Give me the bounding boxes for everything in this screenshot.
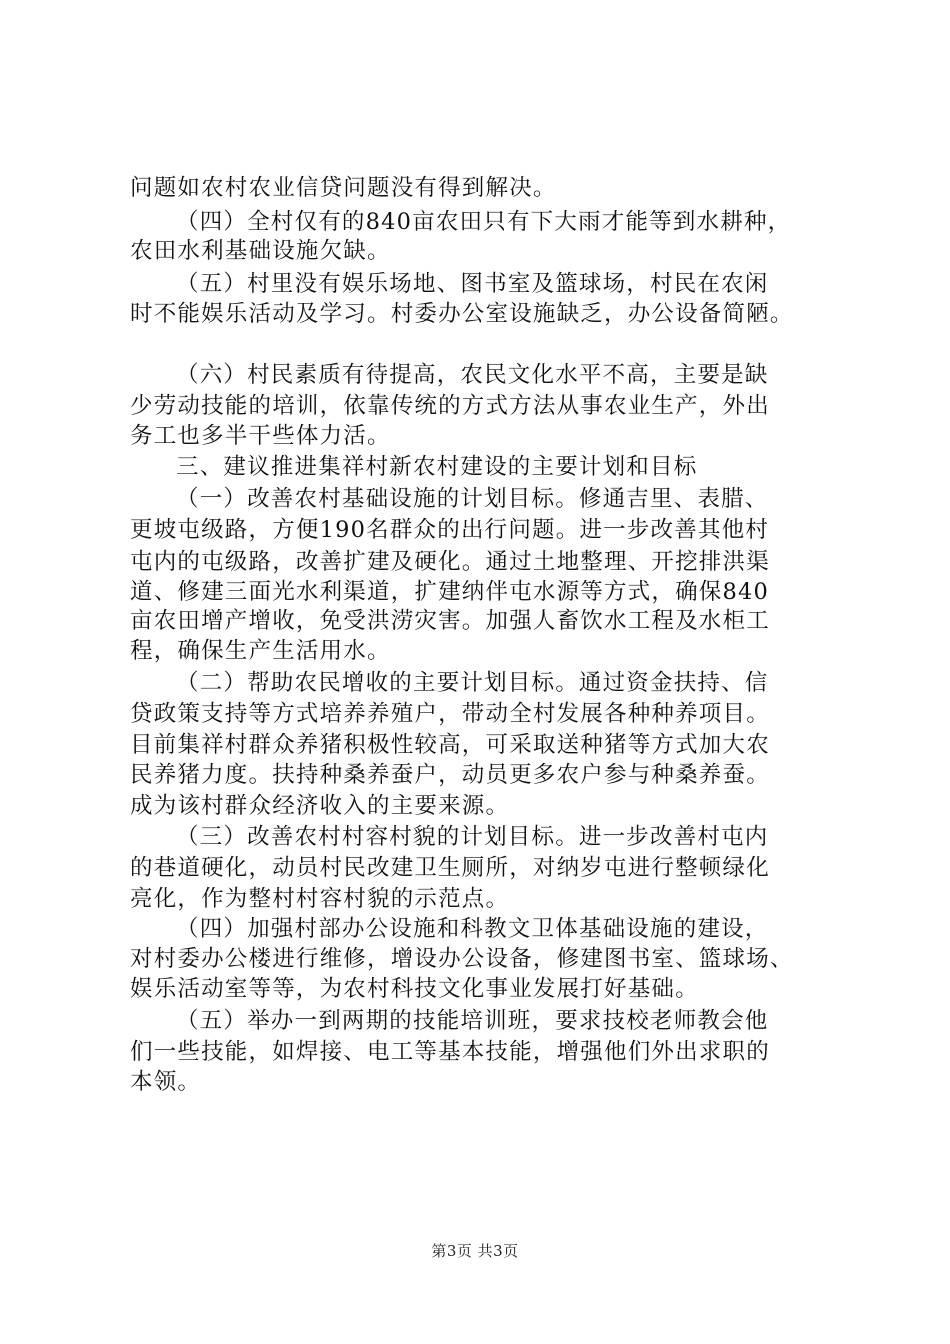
text-line: 娱乐活动室等等，为农村科技文化事业发展打好基础。 xyxy=(130,976,699,1002)
text-line: 程，确保生产生活用水。 xyxy=(130,638,391,664)
text-line: 的巷道硬化，动员村民改建卫生厕所，对纳岁屯进行整顿绿化 xyxy=(130,855,770,881)
text-line: （二）帮助农民增收的主要计划目标。通过资金扶持、信 xyxy=(176,670,769,696)
text-line: 屯内的屯级路，改善扩建及硬化。通过土地整理、开挖排洪渠 xyxy=(130,549,770,575)
text-line: 少劳动技能的培训，依靠传统的方式方法从事农业生产，外出 xyxy=(130,393,770,419)
text-line: 亮化，作为整村村容村貌的示范点。 xyxy=(130,886,510,912)
text-line: 更坡屯级路，方便190名群众的出行问题。进一步改善其他村 xyxy=(130,517,770,543)
page-number: 第3页 共3页 xyxy=(431,1242,519,1260)
section-heading: 三、建议推进集祥村新农村建设的主要计划和目标 xyxy=(176,454,698,480)
text-line: 目前集祥村群众养猪积极性较高，可采取送种猪等方式加大农 xyxy=(130,732,770,758)
text-line: 农田水利基础设施欠缺。 xyxy=(130,238,391,264)
text-line: 成为该村群众经济收入的主要来源。 xyxy=(130,793,510,819)
text-line: （四）全村仅有的840亩农田只有下大雨才能等到水耕种， xyxy=(176,209,792,235)
text-line: （五）举办一到两期的技能培训班，要求技校老师教会他 xyxy=(176,1008,769,1034)
text-line: 本领。 xyxy=(130,1069,202,1095)
text-line: 道、修建三面光水利渠道，扩建纳伴屯水源等方式，确保840 xyxy=(130,579,770,605)
text-line: （四）加强村部办公设施和科教文卫体基础设施的建设， xyxy=(176,916,769,942)
text-line: （一）改善农村基础设施的计划目标。修通吉里、表腊、 xyxy=(176,486,769,512)
text-line: 问题如农村农业信贷问题没有得到解决。 xyxy=(130,175,557,201)
text-line: （五）村里没有娱乐场地、图书室及篮球场，村民在农闲 xyxy=(176,271,769,297)
text-line: 亩农田增产增收，免受洪涝灾害。加强人畜饮水工程及水柜工 xyxy=(130,608,770,634)
text-line: 们一些技能，如焊接、电工等基本技能，增强他们外出求职的 xyxy=(130,1039,770,1065)
text-line: 对村委办公楼进行维修，增设办公设备，修建图书室、篮球场、 xyxy=(130,946,794,972)
text-line: （六）村民素质有待提高，农民文化水平不高，主要是缺 xyxy=(176,362,769,388)
text-line: 民养猪力度。扶持种桑养蚕户，动员更多农户参与种桑养蚕。 xyxy=(130,762,770,788)
text-line: 时不能娱乐活动及学习。村委办公室设施缺乏，办公设备简陋。 xyxy=(130,301,794,327)
text-line: 务工也多半干些体力活。 xyxy=(130,423,391,449)
text-line: 贷政策支持等方式培养养殖户，带动全村发展各种种养项目。 xyxy=(130,701,770,727)
text-line: （三）改善农村村容村貌的计划目标。进一步改善村屯内 xyxy=(176,824,769,850)
